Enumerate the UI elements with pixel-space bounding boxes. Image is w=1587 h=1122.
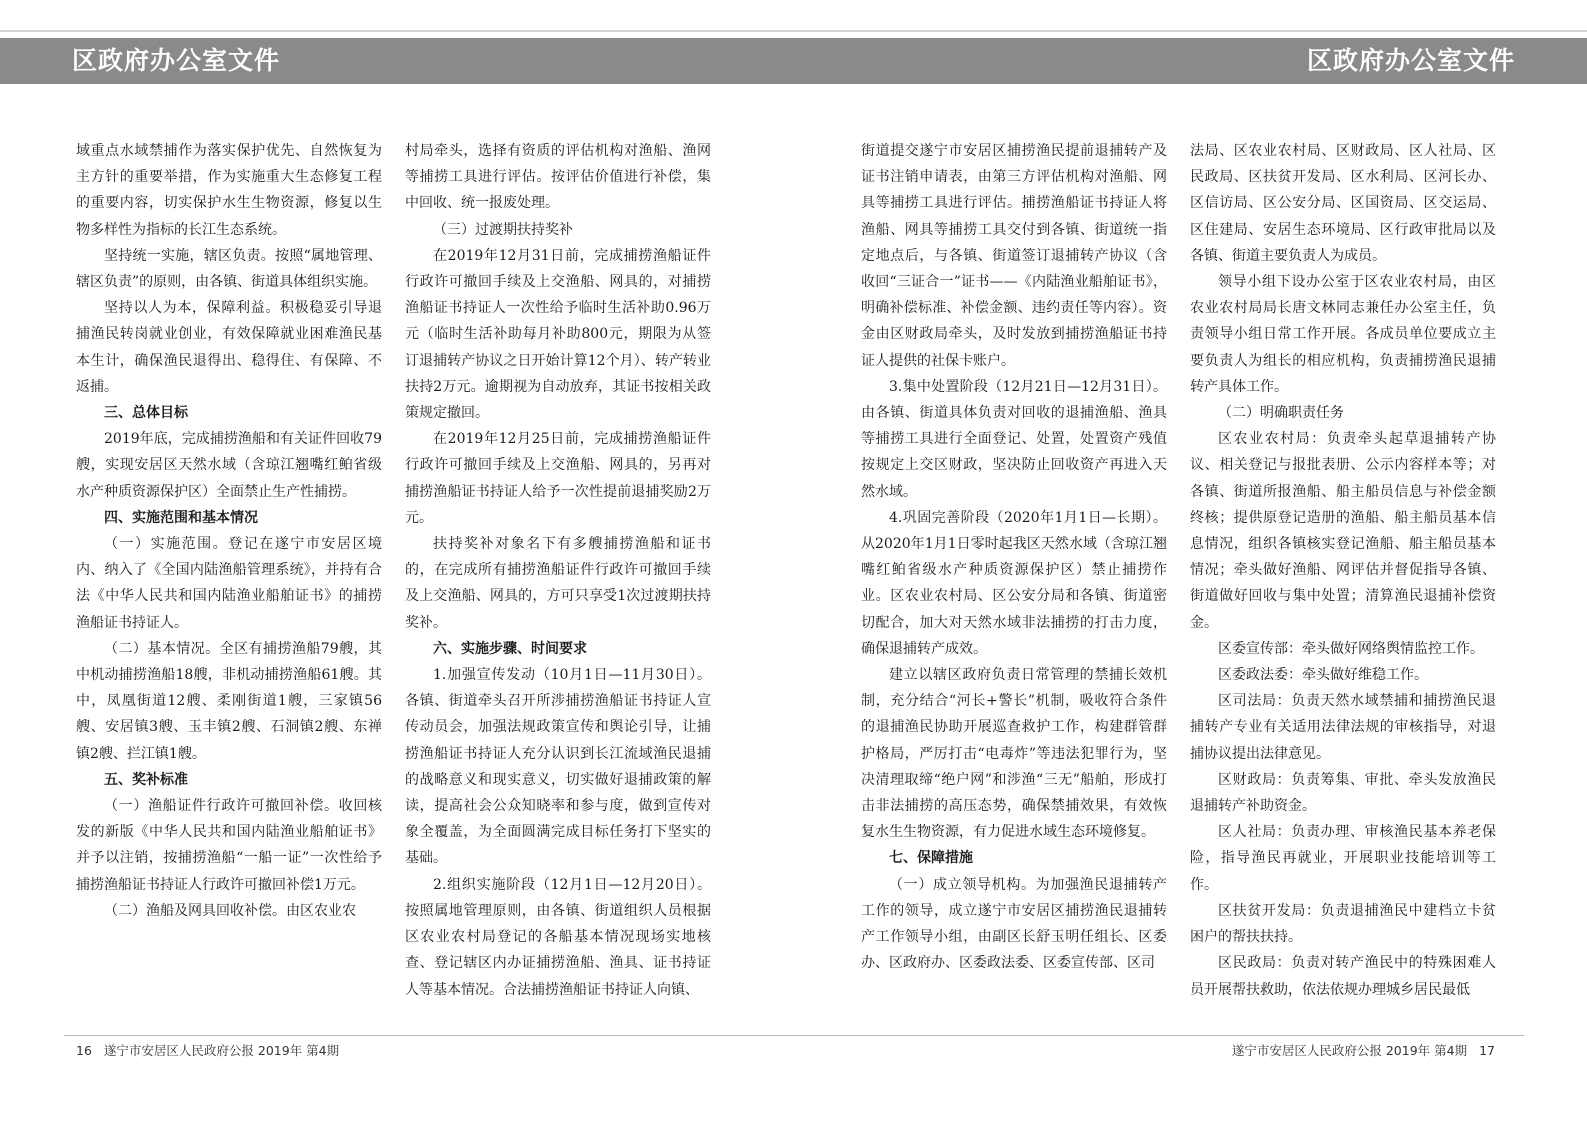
paragraph: 在2019年12月25日前，完成捕捞渔船证件行政许可撤回手续及上交渔船、网具的，另再对捕捞渔船证书持证人给予一次性提前退捕奖励2万元。 [405, 431, 711, 526]
text-column-4 [1190, 138, 1496, 1003]
page-number-left: 16 [76, 1043, 92, 1058]
paragraph: 法局、区农业农村局、区财政局、区人社局、区民政局、区扶贫开发局、区水利局、区河长办、区信访局、区公安分局、区国资局、区交运局、区住建局、安居生态环境局、区行政审批局以及各镇、街道主要负责人为成员。 [1190, 143, 1496, 264]
header-title-left: 区政府办公室文件 [72, 46, 281, 75]
footer-right [1232, 1041, 1495, 1059]
paragraph: （一）实施范围。登记在遂宁市安居区境内、纳入了《全国内陆渔船管理系统》，并持有合法《中华人民共和国内陆渔业船舶证书》的捕捞渔船证书持证人。 [76, 536, 382, 631]
paragraph: 坚持统一实施，辖区负责。按照“属地管理、辖区负责”的原则，由各镇、街道具体组织实施。 [76, 247, 382, 291]
footer-publication-right: 遂宁市安居区人民政府公报 2019年 第4期 [1231, 1043, 1468, 1058]
page-number-right: 17 [1479, 1043, 1495, 1058]
paragraph: 区财政局：负责筹集、审批、牵头发放渔民退捕转产补助资金。 [1190, 771, 1496, 815]
paragraph: 域重点水域禁捕作为落实保护优先、自然恢复为主方针的重要举措，作为实施重大生态修复工程的重要内容，切实保护水生生物资源，修复以生物多样性为指标的长江生态系统。 [76, 143, 382, 238]
paragraph: （一）渔船证件行政许可撤回补偿。收回核发的新版《中华人民共和国内陆渔业船舶证书》并予以注销，按捕捞渔船“一船一证”一次性给予捕捞渔船证书持证人行政许可撤回补偿1万元。 [76, 798, 382, 893]
paragraph: 在2019年12月31日前，完成捕捞渔船证件行政许可撤回手续及上交渔船、网具的，对捕捞渔船证书持证人一次性给予临时生活补助0.96万元（临时生活补助每月补助800元，期限为从签订退捕转产协议之日开始计算12个月）、转产转业扶持2万元。逾期视为自动放弃，其证书按相关政策规定撤回。 [405, 247, 711, 422]
text-column-1 [76, 138, 382, 924]
paragraph: 区扶贫开发局：负责退捕渔民中建档立卡贫困户的帮扶扶持。 [1190, 902, 1496, 946]
paragraph: 区民政局：负责对转产渔民中的特殊困难人员开展帮扶救助，依法依规办理城乡居民最低 [1190, 955, 1496, 998]
footer-rule [64, 1035, 1524, 1036]
paragraph: 3.集中处置阶段（12月21日—12月31日）。由各镇、街道具体负责对回收的退捕渔船、渔具等捕捞工具进行全面登记、处置，处置资产残值按规定上交区财政，坚决防止回收资产再进入天然水域。 [861, 378, 1167, 500]
paragraph: 区司法局：负责天然水域禁捕和捕捞渔民退捕转产专业有关适用法律法规的审核指导，对退捕协议提出法律意见。 [1190, 693, 1496, 762]
section-heading: 六、实施步骤、时间要求 [433, 640, 587, 657]
paragraph: 扶持奖补对象名下有多艘捕捞渔船和证书的，在完成所有捕捞渔船证件行政许可撤回手续及上交渔船、网具的，方可只享受1次过渡期扶持奖补。 [405, 536, 711, 631]
paragraph: 领导小组下设办公室于区农业农村局，由区农业农村局局长唐文林同志兼任办公室主任，负责领导小组日常工作开展。各成员单位要成立主要负责人为组长的相应机构，负责捕捞渔民退捕转产具体工作。 [1190, 274, 1496, 395]
text-column-2 [405, 138, 711, 1003]
footer-left [76, 1041, 339, 1059]
section-heading: 五、奖补标准 [104, 771, 188, 788]
paragraph: 街道提交遂宁市安居区捕捞渔民提前退捕转产及证书注销申请表，由第三方评估机构对渔船、网具等捕捞工具进行评估。捕捞渔船证书持证人将渔船、网具等捕捞工具交付到各镇、街道统一指定地点后，与各镇、街道签订退捕转产协议（含收回“三证合一”证书——《内陆渔业船舶证书》，明确补偿标准、补偿金额、违约责任等内容）。资金由区财政局牵头，及时发放到捕捞渔船证书持证人提供的社保卡账户。 [861, 143, 1167, 369]
section-heading: 四、实施范围和基本情况 [104, 509, 258, 526]
section-heading: 三、总体目标 [104, 405, 188, 422]
footer-publication-left: 遂宁市安居区人民政府公报 2019年 第4期 [103, 1043, 340, 1058]
paragraph: （二）明确职责任务 [1218, 405, 1344, 422]
paragraph: 建立以辖区政府负责日常管理的禁捕长效机制，充分结合“河长+警长”机制，吸收符合条件的退捕渔民协助开展巡查救护工作，构建群管群护格局，严厉打击“电毒炸”等违法犯罪行为，坚决清理取缔“绝户网”和涉渔“三无”船舶，形成打击非法捕捞的高压态势，确保禁捕效果，有效恢复水生生物资源，有力促进水域生态环境修复。 [861, 667, 1167, 841]
paragraph: （二）渔船及网具回收补偿。由区农业农 [104, 902, 356, 919]
paragraph: 区委政法委：牵头做好维稳工作。 [1218, 667, 1428, 684]
paragraph: （一）成立领导机构。为加强渔民退捕转产工作的领导，成立遂宁市安居区捕捞渔民退捕转产工作领导小组，由副区长舒玉明任组长、区委办、区政府办、区委政法委、区委宣传部、区司 [861, 876, 1167, 972]
paragraph: 2019年底，完成捕捞渔船和有关证件回收79艘，实现安居区天然水域（含琼江翘嘴红鲌省级水产种质资源保护区）全面禁止生产性捕捞。 [76, 431, 382, 500]
paragraph: 区人社局：负责办理、审核渔民基本养老保险，指导渔民再就业，开展职业技能培训等工作。 [1190, 824, 1496, 893]
paragraph: 区委宣传部：牵头做好网络舆情监控工作。 [1218, 640, 1484, 657]
paragraph: 村局牵头，选择有资质的评估机构对渔船、渔网等捕捞工具进行评估。按评估价值进行补偿，集中回收、统一报废处理。 [405, 143, 711, 212]
text-column-3 [861, 138, 1167, 977]
paragraph: 2.组织实施阶段（12月1日—12月20日）。按照属地管理原则，由各镇、街道组织人员根据区农业农村局登记的各船基本情况现场实地核查、登记辖区内办证捕捞渔船、渔具、证书持证人等基本情况。合法捕捞渔船证书持证人向镇、 [405, 876, 711, 998]
paragraph: （二）基本情况。全区有捕捞渔船79艘，其中机动捕捞渔船18艘，非机动捕捞渔船61艘。其中，凤凰街道12艘、柔刚街道1艘，三家镇56艘、安居镇3艘、玉丰镇2艘、石洞镇2艘、东禅镇2艘、拦江镇1艘。 [76, 640, 382, 762]
paragraph: 4.巩固完善阶段（2020年1月1日—长期）。从2020年1月1日零时起我区天然水域（含琼江翘嘴红鲌省级水产种质资源保护区）禁止捕捞作业。区农业农村局、区公安分局和各镇、街道密切配合，加大对天然水域非法捕捞的打击力度，确保退捕转产成效。 [861, 509, 1167, 657]
paragraph: （三）过渡期扶持奖补 [433, 221, 573, 238]
paragraph: 1.加强宣传发动（10月1日—11月30日）。各镇、街道牵头召开所涉捕捞渔船证书持证人宣传动员会，加强法规政策宣传和舆论引导，让捕捞渔船证书持证人充分认识到长江流域渔民退捕的战略意义和现实意义，切实做好退捕政策的解读，提高社会公众知晓率和参与度，做到宣传对象全覆盖，为全面圆满完成目标任务打下坚实的基础。 [405, 667, 711, 867]
paragraph: 区农业农村局：负责牵头起草退捕转产协议、相关登记与报批表册、公示内容样本等；对各镇、街道所报渔船、船主船员信息与补偿金额终核；提供原登记造册的渔船、船主船员基本信息情况，组织各镇核实登记渔船、船主船员基本情况；牵头做好渔船、网评估并督促指导各镇、街道做好回收与集中处置；清算渔民退捕补偿资金。 [1190, 431, 1496, 631]
section-heading: 七、保障措施 [889, 850, 973, 867]
paragraph: 坚持以人为本，保障利益。积极稳妥引导退捕渔民转岗就业创业，有效保障就业困难渔民基本生计，确保渔民退得出、稳得住、有保障、不返捕。 [76, 300, 382, 395]
header-title-right: 区政府办公室文件 [1306, 46, 1515, 75]
top-rule [0, 30, 1587, 32]
